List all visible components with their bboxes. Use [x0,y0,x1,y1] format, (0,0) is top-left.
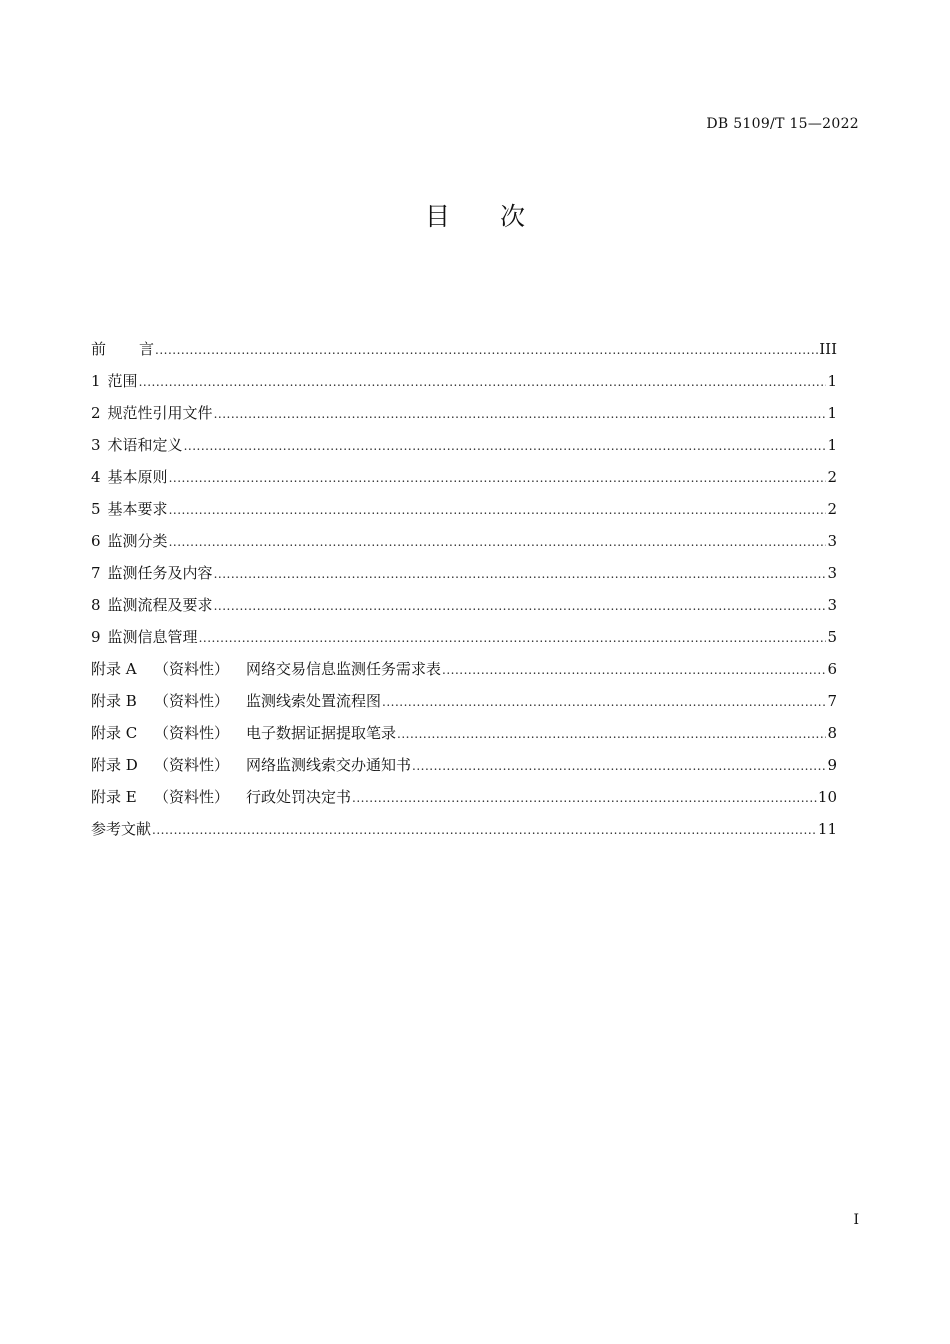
toc-entry-label: 2 规范性引用文件 [91,404,213,422]
toc-entry-annex-b[interactable] [91,689,837,721]
toc-page-number: 2 [827,468,837,486]
toc-entry-label: 附录 C （资料性） 电子数据证据提取笔录 [91,724,397,742]
toc-entry-label: 前 言 [91,340,155,358]
toc-leader-dots [152,818,817,842]
toc-entry-clause-9[interactable] [91,625,837,657]
toc-leader-dots [382,690,826,714]
toc-leader-dots [169,530,827,554]
toc-entry-clause-1[interactable] [91,369,837,401]
toc-page-number: 9 [827,756,837,774]
toc-entry-clause-3[interactable] [91,433,837,465]
toc-entry-label: 7 监测任务及内容 [91,564,213,582]
toc-entry-label: 3 术语和定义 [91,436,183,454]
toc-leader-dots [214,594,827,618]
toc-entry-clause-2[interactable] [91,401,837,433]
toc-page-number: 1 [827,372,837,390]
toc-entry-label: 参考文献 [91,820,152,838]
toc-leader-dots [412,754,826,778]
toc-leader-dots [214,402,827,426]
toc-entry-label: 8 监测流程及要求 [91,596,213,614]
toc-entry-label: 附录 E （资料性） 行政处罚决定书 [91,788,352,806]
toc-page-number: 1 [827,436,837,454]
toc-page-number: 5 [827,628,837,646]
toc-entry-annex-c[interactable] [91,721,837,753]
toc-leader-dots [214,562,827,586]
table-of-contents [91,337,837,849]
toc-leader-dots [169,498,827,522]
page-title-char-2: 次 [500,202,526,231]
toc-entry-clause-4[interactable] [91,465,837,497]
toc-entry-bibliography[interactable] [91,817,837,849]
toc-page-number: 3 [827,596,837,614]
toc-page-number: 3 [827,564,837,582]
page-title-char-1: 目 [424,202,450,231]
page-number: I [853,1212,859,1228]
toc-leader-dots [169,466,827,490]
toc-leader-dots [155,338,818,362]
toc-entry-label: 1 范围 [91,372,138,390]
toc-leader-dots [397,722,826,746]
toc-leader-dots [199,626,827,650]
toc-entry-label: 5 基本要求 [91,500,168,518]
toc-entry-clause-7[interactable] [91,561,837,593]
toc-entry-clause-8[interactable] [91,593,837,625]
toc-page-number: 2 [827,500,837,518]
toc-leader-dots [352,786,817,810]
toc-entry-label: 附录 A （资料性） 网络交易信息监测任务需求表 [91,660,442,678]
toc-entry-annex-d[interactable] [91,753,837,785]
toc-page-number: 1 [827,404,837,422]
toc-entry-label: 附录 B （资料性） 监测线索处置流程图 [91,692,382,710]
toc-entry-clause-6[interactable] [91,529,837,561]
toc-page-number: 6 [827,660,837,678]
toc-entry-label: 4 基本原则 [91,468,168,486]
toc-leader-dots [184,434,827,458]
page-title [0,200,950,234]
toc-page-number: 3 [827,532,837,550]
toc-entry-clause-5[interactable] [91,497,837,529]
toc-page-number: 8 [827,724,837,742]
toc-page-number: 11 [817,820,837,838]
toc-entry-label: 9 监测信息管理 [91,628,198,646]
toc-leader-dots [139,370,827,394]
toc-entry-label: 6 监测分类 [91,532,168,550]
standard-code: DB 5109/T 15—2022 [706,116,859,132]
toc-page-number: 10 [817,788,837,806]
toc-entry-label: 附录 D （资料性） 网络监测线索交办通知书 [91,756,412,774]
toc-entry-foreword[interactable] [91,337,837,369]
toc-leader-dots [442,658,826,682]
toc-page-number: 7 [827,692,837,710]
toc-entry-annex-e[interactable] [91,785,837,817]
toc-page-number: III [819,340,837,358]
toc-entry-annex-a[interactable] [91,657,837,689]
